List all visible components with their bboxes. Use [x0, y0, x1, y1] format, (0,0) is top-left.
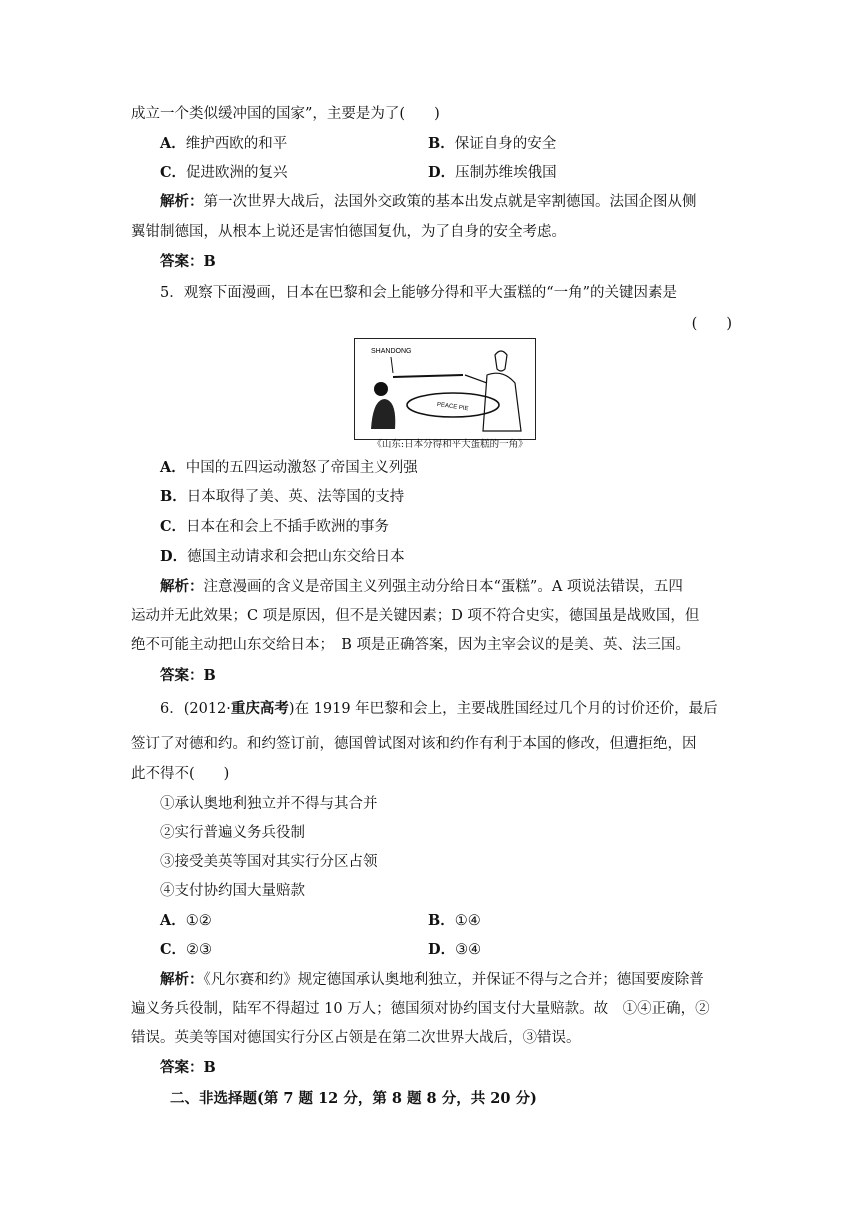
q4-option-d: D．压制苏维埃俄国: [428, 164, 557, 181]
q5-option-b: B．日本取得了美、英、法等国的支持: [160, 488, 405, 505]
q6-option-c: C．②③: [160, 941, 213, 958]
q6-item-2: ②实行普遍义务兵役制: [160, 825, 305, 841]
q5-option-a: A．中国的五四运动激怒了帝国主义列强: [160, 459, 418, 476]
q5-answer-paren: ( ): [691, 316, 732, 332]
q4-answer: 答案：B: [160, 253, 216, 270]
shandong-cartoon-image: [354, 338, 536, 440]
cartoon-japanese-figure-head: [374, 382, 388, 396]
q6-item-1: ①承认奥地利独立并不得与其合并: [160, 796, 378, 812]
cartoon-diplomat-head: [495, 351, 507, 371]
q6-stem-line-3: 此不得不( ): [131, 766, 230, 782]
q6-option-a: A．①②: [160, 912, 212, 929]
q6-option-b: B．①④: [428, 912, 481, 929]
section-heading-non-choice: 二、非选择题(第 7 题 12 分，第 8 题 8 分，共 20 分): [170, 1090, 537, 1107]
cartoon-diplomat-arm: [465, 375, 487, 383]
q4-analysis-line-1: 解析：第一次世界大战后，法国外交政策的基本出发点就是宰割德国。法国企图从侧: [160, 193, 697, 210]
q6-answer: 答案：B: [160, 1059, 216, 1076]
q5-option-d: D．德国主动请求和会把山东交给日本: [160, 548, 405, 565]
q5-analysis-line-2: 运动并无此效果；C 项是原因，但不是关键因素；D 项不符合史实，德国虽是战败国，但: [131, 608, 700, 624]
q4-option-c: C．促进欧洲的复兴: [160, 164, 288, 181]
q5-option-c: C．日本在和会上不插手欧洲的事务: [160, 518, 390, 535]
cartoon-caption: 《山东:日本分得和平大蛋糕的一角》: [372, 439, 528, 450]
q6-analysis-line-3: 错误。英美等国对德国实行分区占领是在第二次世界大战后，③错误。: [131, 1030, 581, 1046]
q4-analysis-line-2: 翼钳制德国，从根本上说还是害怕德国复仇，为了自身的安全考虑。: [131, 224, 566, 240]
cartoon-knife: [393, 375, 463, 377]
q6-analysis-line-2: 遍义务兵役制，陆军不得超过 10 万人；德国须对协约国支付大量赔款。故 ①④正确，②: [131, 1001, 710, 1017]
q6-item-3: ③接受美英等国对其实行分区占领: [160, 854, 378, 870]
q4-stem: 成立一个类似缓冲国的国家”，主要是为了( ): [131, 106, 440, 122]
cartoon-arrow: [391, 357, 393, 373]
cartoon-shandong-label: SHANDONG: [371, 348, 412, 355]
q5-analysis-line-3: 绝不可能主动把山东交给日本； B 项是正确答案，因为主宰会议的是美、英、法三国。: [131, 637, 691, 653]
q6-stem-line-2: 签订了对德和约。和约签订前，德国曾试图对该和约作有利于本国的修改，但遭拒绝，因: [131, 736, 697, 752]
q6-item-4: ④支付协约国大量赔款: [160, 883, 305, 899]
q6-option-d: D．③④: [428, 941, 482, 958]
cartoon-japanese-figure-body: [371, 399, 395, 429]
q4-option-a: A．维护西欧的和平: [160, 135, 288, 152]
q5-analysis-line-1: 解析：注意漫画的含义是帝国主义列强主动分给日本“蛋糕”。A 项说法错误，五四: [160, 578, 683, 595]
q5-answer: 答案：B: [160, 667, 216, 684]
cartoon-pie-label: PEACE PIE: [436, 401, 469, 413]
q6-analysis-line-1: 解析：《凡尔赛和约》规定德国承认奥地利独立，并保证不得与之合并；德国要废除普: [160, 971, 704, 988]
q5-stem: 5．观察下面漫画，日本在巴黎和会上能够分得和平大蛋糕的“一角”的关键因素是: [160, 285, 678, 301]
q4-option-b: B．保证自身的安全: [428, 135, 557, 152]
cartoon-drawing: [355, 339, 535, 439]
q6-stem-line-1: 6．(2012·重庆高考)在 1919 年巴黎和会上，主要战胜国经过几个月的讨价还价，最后: [160, 700, 718, 717]
